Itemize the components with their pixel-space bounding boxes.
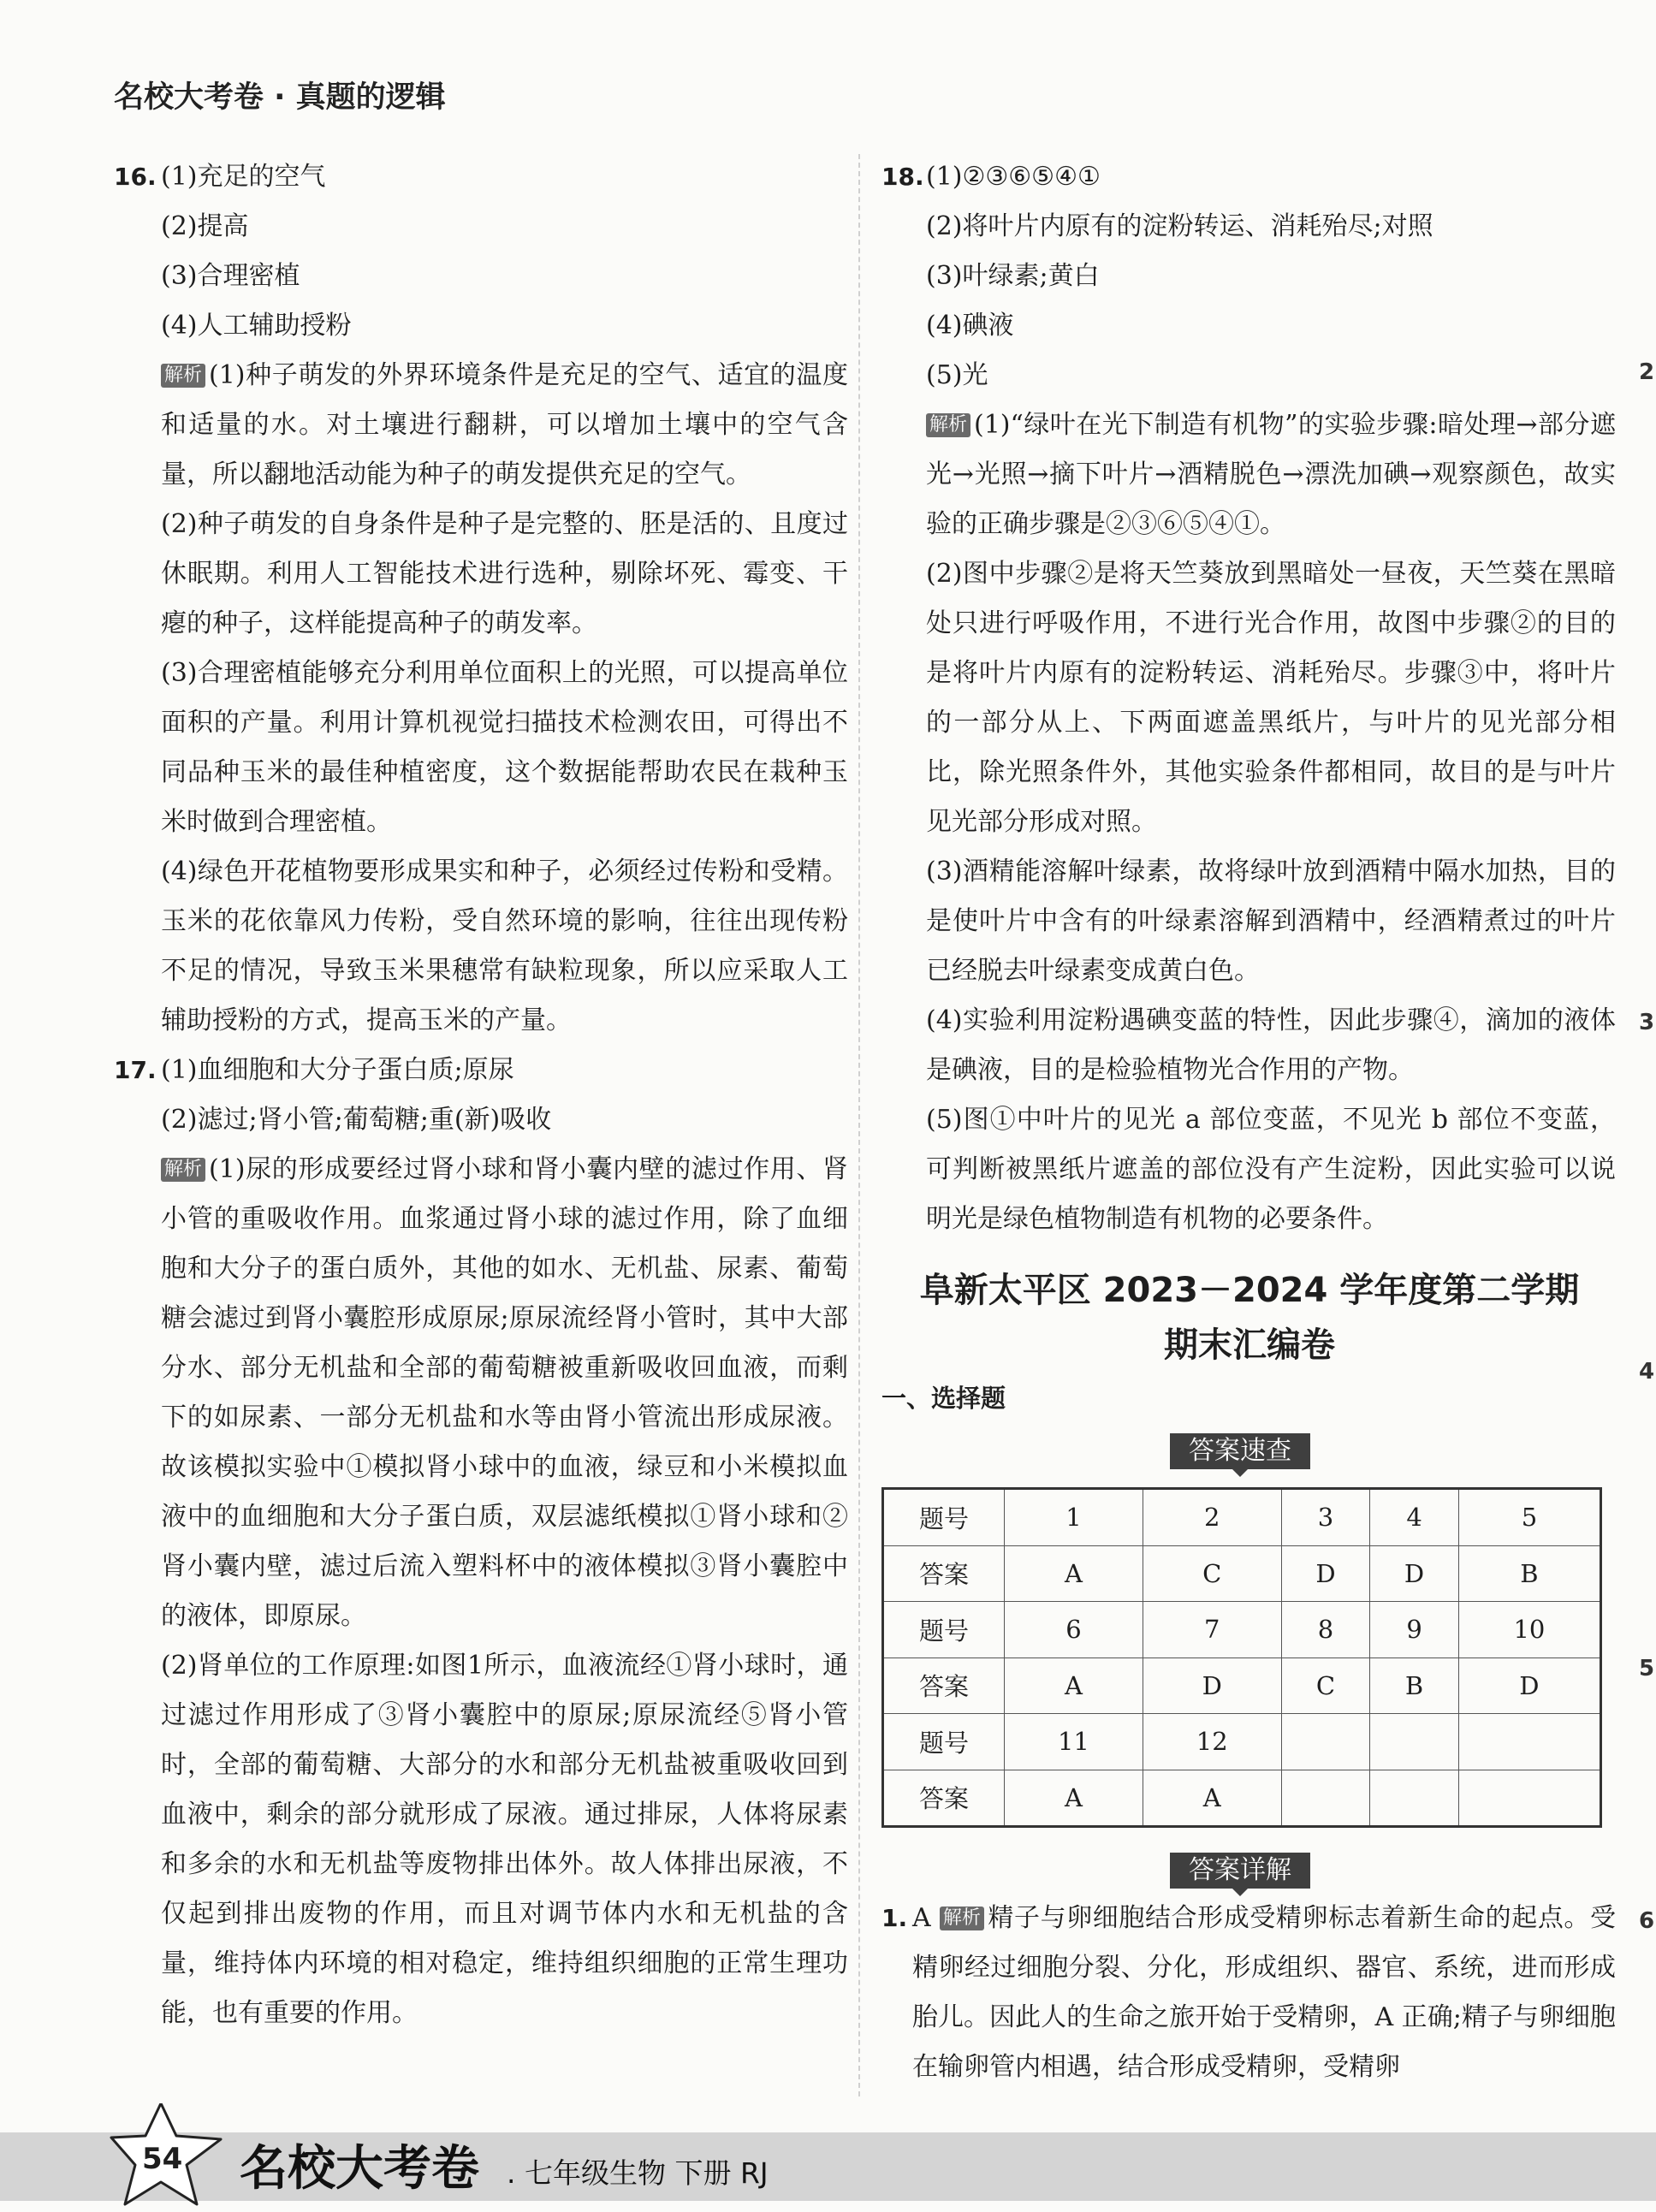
edge-number: 2	[1639, 359, 1655, 385]
right-column-q1	[881, 1894, 1616, 2092]
answer-table-cell: D	[1370, 1545, 1459, 1602]
q16-explanation-3: (3)合理密植能够充分利用单位面积上的光照，可以提高单位面积的产量。利用计算机视觉扫描技术检测农田，可得出不同品种玉米的最佳种植密度，这个数据能帮助农民在栽种玉米时做到合理密植。	[161, 658, 848, 837]
question-number-1: 1.	[881, 1904, 908, 1932]
question-number-17: 17.	[114, 1056, 157, 1084]
answer-table-cell: 3	[1281, 1489, 1370, 1546]
q17-answer-2: (2)滤过;肾小管;葡萄糖;重(新)吸收	[161, 1105, 552, 1135]
q17-explanation-2: (2)肾单位的工作原理:如图1所示，血液流经①肾小球时，通过滤过作用形成了③肾小囊腔中的原尿;原尿流经⑤肾小管时，全部的葡萄糖、大部分的水和部分无机盐被重吸收回到血液中，剩余的部分就形成了尿液。通过排尿，人体将尿素和多余的水和无机盐等废物排出体外。故人体排出尿液，不仅起到排出废物的作用，而且对调节体内水和无机盐的含量，维持体内环境的相对稳定，维持组织细胞的正常生理功能，也有重要的作用。	[161, 1651, 848, 2028]
analysis-badge: 解析	[161, 364, 205, 388]
q18-answer-5: (5)光	[926, 360, 988, 390]
left-column	[114, 152, 848, 2038]
answer-table-cell: D	[1458, 1658, 1600, 1714]
answer-table-row	[883, 1770, 1601, 1827]
q16-answer-2: (2)提高	[161, 211, 249, 241]
answer-table-cell: C	[1281, 1658, 1370, 1714]
q16-answer-1: (1)充足的空气	[161, 162, 326, 192]
section-heading-choice: 一、选择题	[881, 1384, 1006, 1413]
exam-title-line1: 阜新太平区 2023－2024 学年度第二学期	[919, 1271, 1580, 1310]
footer-brand-title: 名校大考卷	[240, 2141, 479, 2197]
page-header-title: 名校大考卷 · 真题的逻辑	[114, 80, 446, 115]
q16-answer-4: (4)人工辅助授粉	[161, 311, 352, 341]
answer-table-cell	[1370, 1770, 1459, 1827]
q18-explanation-3: (3)酒精能溶解叶绿素，故将绿叶放到酒精中隔水加热，目的是使叶片中含有的叶绿素溶解到酒精中，经酒精煮过的叶片已经脱去叶绿素变成黄白色。	[926, 857, 1616, 986]
answer-table-row-label: 答案	[883, 1545, 1005, 1602]
answer-table-cell: 7	[1143, 1602, 1281, 1658]
answer-table-row	[883, 1602, 1601, 1658]
edge-number: 4	[1639, 1359, 1655, 1385]
answer-table-cell: 9	[1370, 1602, 1459, 1658]
analysis-badge: 解析	[926, 413, 970, 437]
exam-title-line2: 期末汇编卷	[1164, 1325, 1335, 1365]
edge-number: 6	[1639, 1908, 1655, 1934]
answer-table-cell: 5	[1458, 1489, 1600, 1546]
answer-table-cell: 4	[1370, 1489, 1459, 1546]
q16-explanation-2: (2)种子萌发的自身条件是种子是完整的、胚是活的、且度过休眠期。利用人工智能技术进行选种，剔除坏死、霉变、干瘪的种子，这样能提高种子的萌发率。	[161, 509, 848, 638]
q17-explanation-1: 解析 (1)尿的形成要经过肾小球和肾小囊内壁的滤过作用、肾小管的重吸收作用。血浆通过肾小球的滤过作用，除了血细胞和大分子的蛋白质外，其他的如水、无机盐、尿素、葡萄糖会滤过到肾小囊腔形成原尿;原尿流经肾小管时，其中大部分水、部分无机盐和全部的葡萄糖被重新吸收回血液，而剩下的如尿素、一部分无机盐和水等由肾小管流出形成尿液。故该模拟实验中①模拟肾小球中的血液，绿豆和小米模拟血液中的血细胞和大分子蛋白质，双层滤纸模拟①肾小球和②肾小囊内壁，滤过后流入塑料杯中的液体模拟③肾小囊腔中的液体，即原尿。	[161, 1154, 848, 1631]
answer-table-cell	[1281, 1714, 1370, 1770]
q1-choice: A	[912, 1903, 931, 1933]
answer-table-cell	[1458, 1714, 1600, 1770]
right-column-q18	[881, 152, 1616, 1244]
answer-table-cell: D	[1281, 1545, 1370, 1602]
page-number: 54	[142, 2142, 183, 2176]
q1-explanation: A 解析 精子与卵细胞结合形成受精卵标志着新生命的起点。受精卵经过细胞分裂、分化，形成组织、器官、系统，进而形成胎儿。因此人的生命之旅开始于受精卵，A 正确;精子与卵细胞在输卵管内相遇，结合形成受精卵，受精卵	[912, 1903, 1617, 2082]
answer-table-row-label: 题号	[883, 1489, 1005, 1546]
edge-number: 5	[1639, 1656, 1655, 1681]
answer-table-cell: 2	[1143, 1489, 1281, 1546]
answer-table-cell	[1281, 1770, 1370, 1827]
answer-table-row-label: 答案	[883, 1658, 1005, 1714]
answer-table-row	[883, 1489, 1601, 1546]
answer-table-cell: 12	[1143, 1714, 1281, 1770]
answer-table-cell: B	[1370, 1658, 1459, 1714]
answer-table-cell	[1370, 1714, 1459, 1770]
answer-table-row	[883, 1714, 1601, 1770]
answer-table-cell: 10	[1458, 1602, 1600, 1658]
q18-explanation-4: (4)实验利用淀粉遇碘变蓝的特性，因此步骤④，滴加的液体是碘液，目的是检验植物光合作用的产物。	[926, 1005, 1616, 1085]
q16-explanation-1: 解析 (1)种子萌发的外界环境条件是充足的空气、适宜的温度和适量的水。对土壤进行翻耕，可以增加土壤中的空气含量，所以翻地活动能为种子的萌发提供充足的空气。	[161, 360, 848, 489]
answer-detail-tag: 答案详解	[1170, 1853, 1310, 1889]
q18-answer-4: (4)碘液	[926, 311, 1014, 341]
answer-table-cell: B	[1458, 1545, 1600, 1602]
answer-table-cell: 1	[1005, 1489, 1143, 1546]
answer-table-row	[883, 1658, 1601, 1714]
q17-block	[114, 1046, 848, 2038]
answer-table-cell	[1458, 1770, 1600, 1827]
answer-table-row-label: 题号	[883, 1602, 1005, 1658]
q18-answer-1: (1)②③⑥⑤④①	[926, 162, 1101, 192]
column-divider	[858, 154, 860, 2096]
answer-table-cell: 6	[1005, 1602, 1143, 1658]
answer-table-row	[883, 1545, 1601, 1602]
answer-quick-check-tag: 答案速查	[1170, 1433, 1310, 1469]
q16-block	[114, 152, 848, 1046]
question-number-18: 18.	[881, 163, 924, 191]
q18-explanation-5: (5)图①中叶片的见光 a 部位变蓝，不见光 b 部位不变蓝，可判断被黑纸片遮盖的部位没有产生淀粉，因此实验可以说明光是绿色植物制造有机物的必要条件。	[926, 1105, 1616, 1234]
answer-table-cell: A	[1005, 1770, 1143, 1827]
analysis-badge: 解析	[940, 1907, 984, 1930]
edge-number: 3	[1639, 1010, 1655, 1035]
answer-table-cell: 11	[1005, 1714, 1143, 1770]
answer-table-row-label: 答案	[883, 1770, 1005, 1827]
q18-answer-2: (2)将叶片内原有的淀粉转运、消耗殆尽;对照	[926, 211, 1433, 241]
q18-explanation-1: 解析 (1)“绿叶在光下制造有机物”的实验步骤:暗处理→部分遮光→光照→摘下叶片→酒精脱色→漂洗加碘→观察颜色，故实验的正确步骤是②③⑥⑤④①。	[926, 410, 1616, 539]
answer-table-cell: C	[1143, 1545, 1281, 1602]
question-number-16: 16.	[114, 163, 157, 191]
footer-subtitle: . 七年级生物 下册 RJ	[507, 2156, 769, 2190]
q16-explanation-4: (4)绿色开花植物要形成果实和种子，必须经过传粉和受精。玉米的花依靠风力传粉，受自然环境的影响，往往出现传粉不足的情况，导致玉米果穗常有缺粒现象，所以应采取人工辅助授粉的方式，提高玉米的产量。	[161, 857, 848, 1035]
q17-answer-1: (1)血细胞和大分子蛋白质;原尿	[161, 1055, 514, 1085]
q18-answer-3: (3)叶绿素;黄白	[926, 261, 1100, 291]
answer-table-cell: A	[1143, 1770, 1281, 1827]
answer-table	[881, 1487, 1602, 1828]
analysis-badge: 解析	[161, 1158, 205, 1182]
answer-table-cell: 8	[1281, 1602, 1370, 1658]
answer-table-cell: A	[1005, 1545, 1143, 1602]
answer-table-row-label: 题号	[883, 1714, 1005, 1770]
answer-table-cell: D	[1143, 1658, 1281, 1714]
answer-table-cell: A	[1005, 1658, 1143, 1714]
q16-answer-3: (3)合理密植	[161, 261, 300, 291]
q18-explanation-2: (2)图中步骤②是将天竺葵放到黑暗处一昼夜，天竺葵在黑暗处只进行呼吸作用，不进行光合作用，故图中步骤②的目的是将叶片内原有的淀粉转运、消耗殆尽。步骤③中，将叶片的一部分从上、下两面遮盖黑纸片，与叶片的见光部分相比，除光照条件外，其他实验条件都相同，故目的是与叶片见光部分形成对照。	[926, 559, 1616, 837]
